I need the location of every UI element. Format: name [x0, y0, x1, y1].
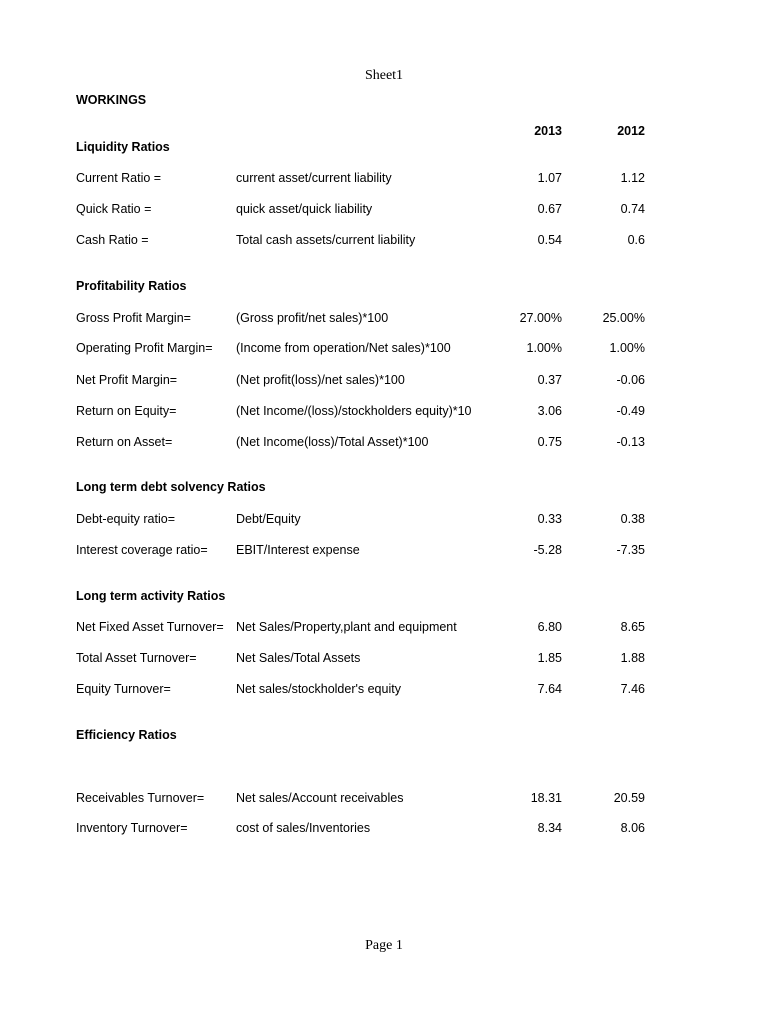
row-value-2013: 0.37 — [537, 373, 562, 387]
row-value-2013: 0.67 — [537, 202, 562, 216]
row-value-2013: 1.07 — [537, 171, 562, 185]
row-value-2013: 27.00% — [519, 311, 562, 325]
row-label: Gross Profit Margin= — [76, 311, 191, 325]
row-value-2013: 1.00% — [526, 341, 562, 355]
row-formula: Debt/Equity — [236, 512, 301, 526]
row-value-2013: 0.75 — [537, 435, 562, 449]
section-title-efficiency: Efficiency Ratios — [76, 728, 177, 742]
row-label: Return on Equity= — [76, 404, 177, 418]
section-title-liquidity: Liquidity Ratios — [76, 140, 170, 154]
row-label: Equity Turnover= — [76, 682, 171, 696]
row-value-2012: 7.46 — [620, 682, 645, 696]
row-formula: Net sales/stockholder's equity — [236, 682, 401, 696]
row-value-2013: 8.34 — [537, 821, 562, 835]
row-value-2012: 1.00% — [609, 341, 645, 355]
section-title-profitability: Profitability Ratios — [76, 279, 187, 293]
row-value-2012: -7.35 — [616, 543, 645, 557]
row-value-2012: 8.06 — [620, 821, 645, 835]
workings-heading: WORKINGS — [76, 93, 147, 107]
row-formula: (Income from operation/Net sales)*100 — [236, 341, 451, 355]
row-formula: EBIT/Interest expense — [236, 543, 360, 557]
row-value-2012: -0.49 — [616, 404, 645, 418]
row-label: Debt-equity ratio= — [76, 512, 176, 526]
row-value-2013: 0.33 — [537, 512, 562, 526]
row-formula: Net Sales/Total Assets — [236, 651, 361, 665]
row-label: Operating Profit Margin= — [76, 341, 213, 355]
row-value-2012: -0.13 — [616, 435, 645, 449]
row-value-2012: 8.65 — [620, 620, 645, 634]
row-formula: (Net Income(loss)/Total Asset)*100 — [236, 435, 429, 449]
section-title-solvency: Long term debt solvency Ratios — [76, 480, 266, 494]
row-value-2013: 1.85 — [537, 651, 562, 665]
row-formula: Total cash assets/current liability — [236, 233, 416, 247]
row-label: Return on Asset= — [76, 435, 173, 449]
row-label: Inventory Turnover= — [76, 821, 188, 835]
row-formula: (Net Income/(loss)/stockholders equity)*10 — [236, 404, 472, 418]
row-formula: cost of sales/Inventories — [236, 821, 371, 835]
row-value-2012: -0.06 — [616, 373, 645, 387]
page-number: Page 1 — [365, 938, 403, 953]
row-formula: (Net profit(loss)/net sales)*100 — [236, 373, 405, 387]
row-value-2012: 20.59 — [613, 791, 645, 805]
section-title-activity: Long term activity Ratios — [76, 589, 226, 603]
row-value-2013: 6.80 — [537, 620, 562, 634]
row-label: Total Asset Turnover= — [76, 651, 197, 665]
row-value-2012: 0.74 — [620, 202, 645, 216]
row-value-2013: 0.54 — [537, 233, 562, 247]
row-label: Net Profit Margin= — [76, 373, 178, 387]
row-formula: quick asset/quick liability — [236, 202, 373, 216]
row-label: Current Ratio = — [76, 171, 162, 185]
row-formula: (Gross profit/net sales)*100 — [236, 311, 389, 325]
row-formula: Net sales/Account receivables — [236, 791, 404, 805]
row-value-2013: 3.06 — [537, 404, 562, 418]
row-value-2013: -5.28 — [533, 543, 562, 557]
sheet-title: Sheet1 — [364, 68, 404, 83]
year-2012-header: 2012 — [617, 124, 645, 138]
row-formula: current asset/current liability — [236, 171, 392, 185]
row-value-2012: 0.6 — [627, 233, 645, 247]
row-label: Receivables Turnover= — [76, 791, 205, 805]
year-2013-header: 2013 — [534, 124, 562, 138]
row-value-2012: 0.38 — [620, 512, 645, 526]
row-label: Net Fixed Asset Turnover= — [76, 620, 224, 634]
row-value-2013: 18.31 — [530, 791, 562, 805]
row-label: Interest coverage ratio= — [76, 543, 208, 557]
row-value-2012: 1.88 — [620, 651, 645, 665]
row-label: Cash Ratio = — [76, 233, 149, 247]
row-value-2012: 1.12 — [620, 171, 645, 185]
row-label: Quick Ratio = — [76, 202, 152, 216]
row-formula: Net Sales/Property,plant and equipment — [236, 620, 457, 634]
row-value-2013: 7.64 — [537, 682, 562, 696]
row-value-2012: 25.00% — [602, 311, 645, 325]
